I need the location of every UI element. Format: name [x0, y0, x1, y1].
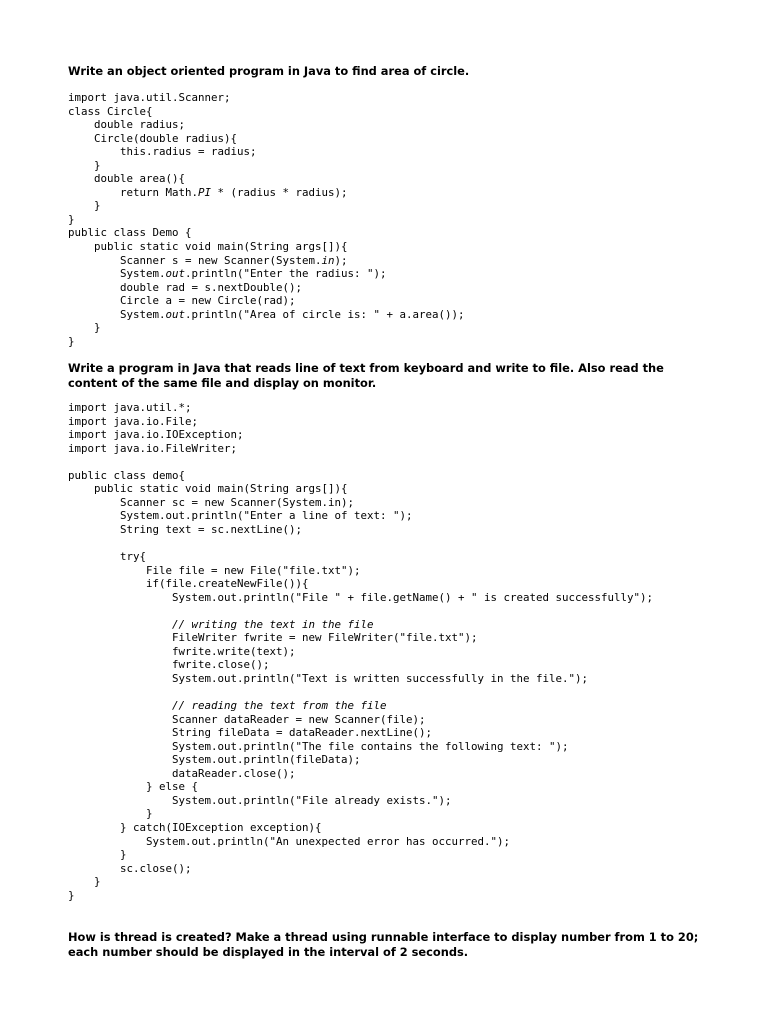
code-line: }: [68, 875, 101, 889]
code-line: } else {: [68, 780, 199, 794]
code-line: System.out.println("File already exists.");: [68, 793, 452, 807]
question-2-heading-line-2: content of the same file and display on monitor.: [68, 376, 377, 390]
code-line: import java.io.File;: [68, 414, 199, 428]
code-line: sc.close();: [68, 861, 192, 875]
code-line: fwrite.write(text);: [68, 644, 296, 658]
code-line: // reading the text from the file: [172, 699, 387, 713]
code-line: double radius;: [68, 118, 186, 132]
code-line: import java.util.*;: [68, 401, 192, 414]
code-line: } catch(IOException exception){: [68, 820, 322, 834]
code-line: public class demo{: [68, 468, 186, 482]
code-line: String text = sc.nextLine();: [68, 522, 303, 536]
code-line: Circle a = new Circle(rad);: [68, 294, 296, 308]
code-line: try{: [68, 550, 147, 564]
code-line: [68, 455, 653, 469]
code-line: }: [68, 321, 101, 335]
code-line: this.radius = radius;: [68, 145, 257, 159]
question-3-heading-line-2: each number should be displayed in the interval of 2 seconds.: [68, 945, 469, 959]
question-2-code: [68, 401, 653, 902]
code-line: [68, 604, 653, 618]
code-line: fwrite.close();: [68, 658, 270, 672]
code-line: import java.util.Scanner;: [68, 91, 231, 104]
code-line: class Circle{: [68, 104, 153, 118]
code-line: }: [68, 158, 101, 172]
code-line: double rad = s.nextDouble();: [68, 280, 303, 294]
code-line: public class Demo {: [68, 226, 192, 240]
code-line: [68, 685, 653, 699]
code-line: Scanner dataReader = new Scanner(file);: [68, 712, 426, 726]
code-line: [68, 536, 653, 550]
question-2-heading-line-1: Write a program in Java that reads line of text from keyboard and write to file. Also read the: [68, 361, 664, 375]
code-line: }: [68, 848, 127, 862]
code-line: String fileData = dataReader.nextLine();: [68, 726, 433, 740]
code-line: return Math.PI * (radius * radius);: [68, 185, 348, 199]
question-3-heading: [68, 930, 698, 960]
code-line: Scanner s = new Scanner(System.in);: [68, 253, 348, 267]
code-line: Circle(double radius){: [68, 131, 238, 145]
code-line: System.out.println("Text is written successfully in the file.");: [68, 671, 589, 685]
code-line: if(file.createNewFile()){: [68, 577, 309, 591]
code-line: FileWriter fwrite = new FileWriter("file.txt");: [68, 631, 478, 645]
code-line: System.out.println(fileData);: [68, 753, 361, 767]
code-line: public static void main(String args[]){: [68, 240, 348, 254]
question-3-heading-line-1: How is thread is created? Make a thread using runnable interface to display number from 1 to 20;: [68, 930, 699, 944]
code-line: }: [68, 334, 75, 348]
code-line: double area(){: [68, 172, 186, 186]
code-line: Scanner sc = new Scanner(System.in);: [68, 495, 355, 509]
code-line: dataReader.close();: [68, 766, 296, 780]
code-line: }: [68, 212, 75, 226]
code-line: System.out.println("File " + file.getName() + " is created successfully");: [68, 590, 654, 604]
question-1-code: [68, 91, 465, 348]
code-line: }: [68, 807, 153, 821]
code-line: System.out.println("Enter the radius: ");: [68, 267, 387, 281]
code-line: File file = new File("file.txt");: [68, 563, 361, 577]
question-2-heading: [68, 361, 664, 391]
code-line: import java.io.IOException;: [68, 428, 244, 442]
code-line: System.out.println("Area of circle is: " + a.area());: [68, 307, 465, 321]
code-line: // writing the text in the file: [172, 617, 374, 631]
code-line: }: [68, 888, 75, 902]
code-line: import java.io.FileWriter;: [68, 441, 238, 455]
code-line: System.out.println("The file contains the following text: ");: [68, 739, 569, 753]
code-line: }: [68, 199, 101, 213]
code-line: System.out.println("Enter a line of text: ");: [68, 509, 413, 523]
question-1-heading: Write an object oriented program in Java to find area of circle.: [68, 64, 470, 78]
code-line: System.out.println("An unexpected error has occurred.");: [68, 834, 511, 848]
code-line: public static void main(String args[]){: [68, 482, 348, 496]
